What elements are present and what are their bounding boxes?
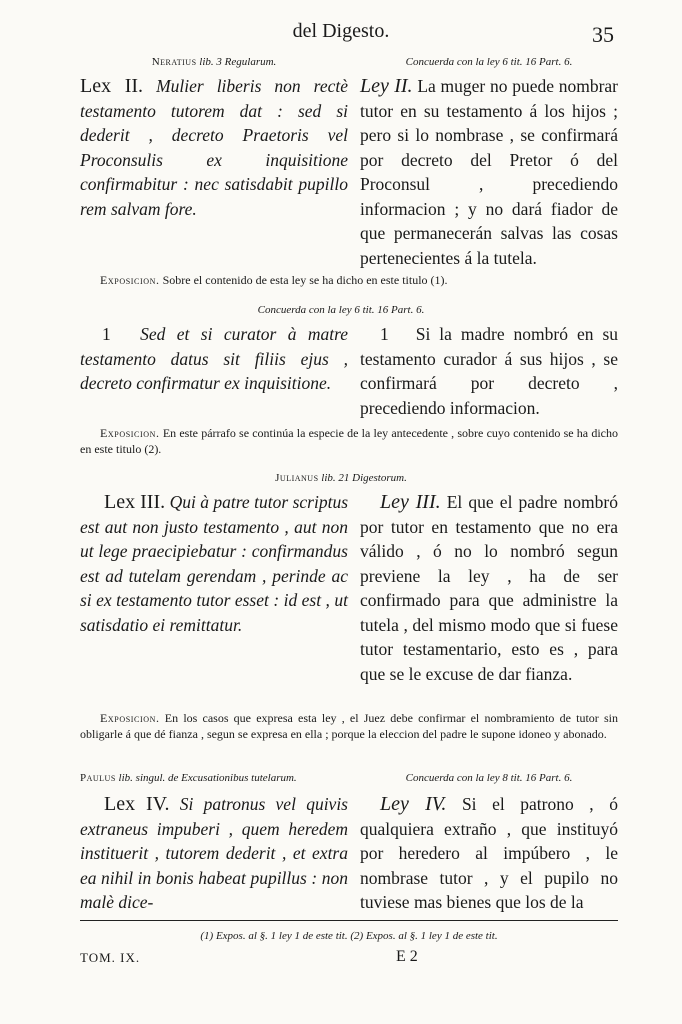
lex2-spanish-text: La muger no puede nombrar tutor en su testamento á los hijos ; pero si lo nombrase , se confirmará por decreto del Pretor ó del Proconsul , precediendo informacion ; y no dará fiador de que permanecerán salvas las cosas pertenecientes á la tutela. <box>360 76 619 268</box>
para1-exposicion <box>80 425 618 457</box>
lex3-source-rest: lib. 21 Digestorum. <box>321 472 407 484</box>
lex3-latin-text: Qui à patre tutor scriptus est aut non justo testamento , aut non ut lege praecipiebatur : confirmandus est ad tutelam gerendam , perinde ac si ex testamento tutor esset : id est , ut satisdatio ei remittatur. <box>80 492 349 635</box>
para1-exposicion-text: En este párrafo se continúa la especie de la ley antecedente , sobre cuyo contenido se ha dicho en este titulo (2). <box>80 426 618 456</box>
lex4-spanish <box>360 792 618 915</box>
signature-mark: E 2 <box>396 948 418 965</box>
para1-latin-text: Sed et si curator à matre testamento datus sit filiis ejus , decreto confirmatur ex inquisitione. <box>80 324 348 393</box>
lex4-source-rest: lib. singul. de Excusationibus tutelarum. <box>118 772 297 784</box>
volume-mark: TOM. IX. <box>80 950 141 965</box>
lex2-exposicion-text: Sobre el contenido de esta ley se ha dicho en este titulo (1). <box>162 273 448 287</box>
footnote-rule <box>80 920 618 921</box>
lex3-source <box>0 472 682 484</box>
lex3-spanish-text: El que el padre nombró por tutor en testamento que no era válido , ó no lo nombró segun previene la ley , ha de ser confirmado para que administre la tutela , del mismo modo que si fuese tutor testamentario, esto es , para que se le excuse de dar fianza. <box>360 492 618 684</box>
lex3-spanish-label: Ley III. <box>380 491 441 513</box>
lex2-spanish-label: Ley II. <box>360 75 413 97</box>
lex3-source-author: Julianus <box>275 472 319 484</box>
para1-latin-num: 1 <box>102 324 111 344</box>
lex2-exposicion-label: Exposicion. <box>100 273 160 287</box>
para1-spanish-text: Si la madre nombró en su testamento curador á sus hijos , se confirmará por decreto , precediendo informacion. <box>360 324 619 418</box>
lex4-latin <box>80 792 348 915</box>
lex3-latin-label: Lex III. <box>104 491 166 513</box>
para1-spanish-num: 1 <box>380 324 389 344</box>
lex2-concuerda: Concuerda con la ley 6 tit. 16 Part. 6. <box>405 56 573 68</box>
lex4-spanish-text: Si el patrono , ó qualquiera extraño , que instituyó por heredero al impúbero , le nombrase tutor , y el pupilo no tuviese mas bienes que los de la <box>360 794 618 912</box>
lex3-exposicion-text: En los casos que expresa esta ley , el Juez debe confirmar el nombramiento de tutor sin obligarle á que dé fianza , segun se expresa en ella ; porque la eleccion del padre le supone idoneo y abonado. <box>80 711 618 741</box>
lex2-source-author: Neratius <box>151 56 197 68</box>
lex3-exposicion-label: Exposicion. <box>100 711 160 725</box>
lex3-latin <box>80 490 348 637</box>
lex2-latin-text: Mulier liberis non rectè testamento tutorem dat : sed si dederit , decreto Praetoris vel Proconsulis ex inquisitione confirmabitur : nec satisdabit pupillo rem salvam fore. <box>80 76 349 219</box>
running-header: del Digesto. <box>292 20 390 42</box>
lex2-source <box>80 56 348 68</box>
para1-spanish <box>360 322 618 420</box>
page-number: 35 <box>592 22 614 47</box>
lex4-source-author: Paulus <box>80 772 116 784</box>
lex2-spanish <box>360 74 618 270</box>
lex3-exposicion <box>80 710 618 742</box>
para1-latin <box>80 322 348 396</box>
lex2-latin <box>80 74 348 221</box>
para1-concuerda: Concuerda con la ley 6 tit. 16 Part. 6. <box>257 304 425 316</box>
footnotes: (1) Expos. al §. 1 ley 1 de este tit. (2) Expos. al §. 1 ley 1 de este tit. <box>200 930 498 942</box>
para1-exposicion-label: Exposicion. <box>100 426 160 440</box>
lex4-spanish-label: Ley IV. <box>380 793 447 815</box>
lex4-latin-label: Lex IV. <box>104 793 170 815</box>
lex2-source-rest: lib. 3 Regularum. <box>199 56 277 68</box>
lex3-spanish <box>360 490 618 686</box>
lex4-latin-text: Si patronus vel quivis extraneus impuberi , quem heredem instituerit , tutorem dederit , et extra ea nihil in bonis habeat pupillus : non malè dice- <box>80 794 348 912</box>
lex4-source <box>80 772 348 784</box>
lex2-exposicion <box>80 272 618 288</box>
lex4-concuerda: Concuerda con la ley 8 tit. 16 Part. 6. <box>405 772 573 784</box>
lex2-latin-label: Lex II. <box>80 75 144 97</box>
